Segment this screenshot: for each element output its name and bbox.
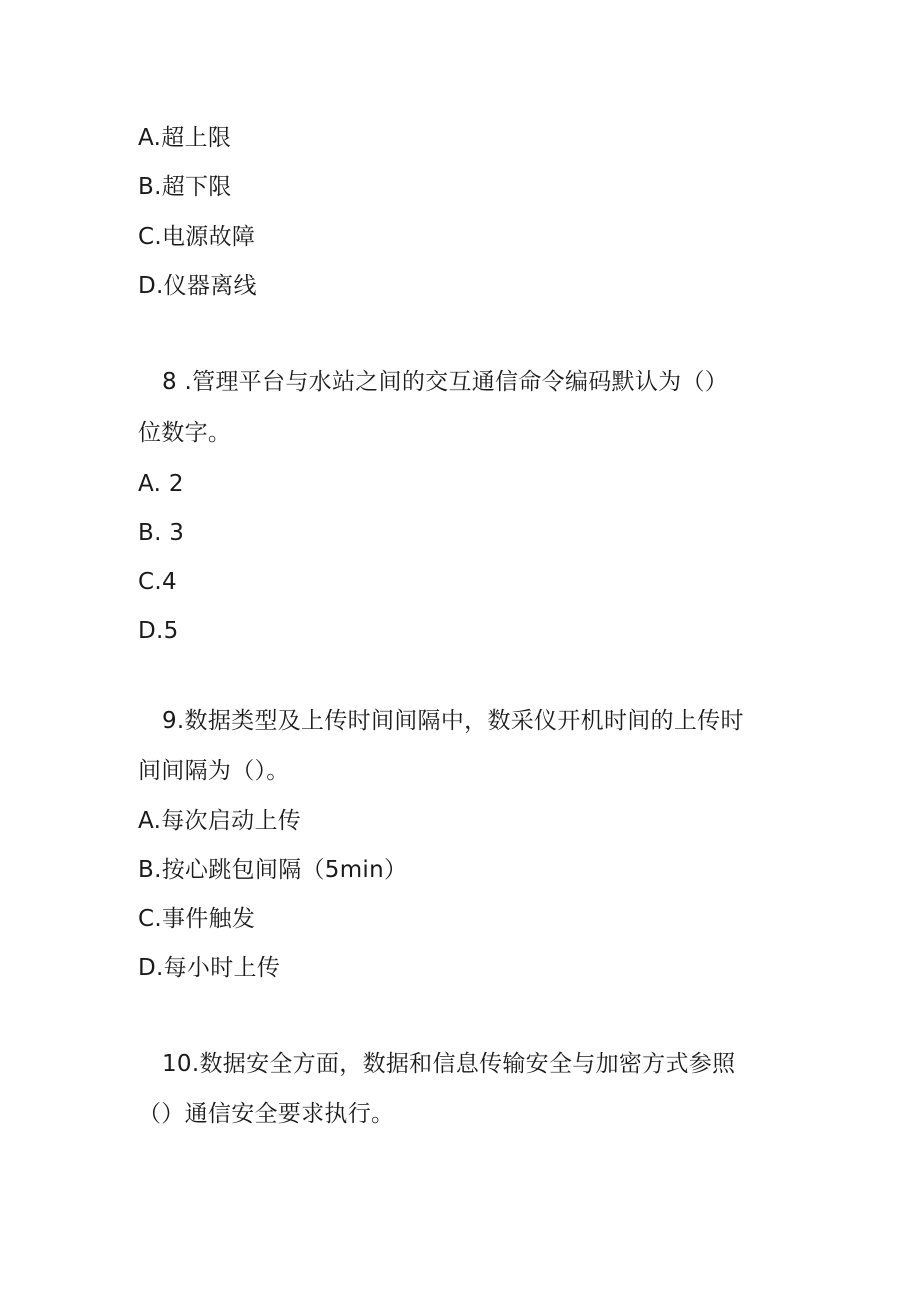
q9-option-c: C.事件触发 — [138, 906, 256, 932]
q9-option-a: A.每次启动上传 — [138, 808, 302, 834]
q9-option-d: D.每小时上传 — [138, 955, 281, 981]
q9-stem-line2: 间间隔为（）。 — [138, 758, 290, 784]
q7-option-c: C.电源故障 — [138, 224, 256, 250]
q8-option-a: A. 2 — [138, 471, 184, 497]
q8-stem-line1: 8 .管理平台与水站之间的交互通信命令编码默认为（） — [162, 369, 729, 395]
q10-stem-line2: （）通信安全要求执行。 — [138, 1101, 395, 1127]
q10-stem-line1: 10.数据安全方面，数据和信息传输安全与加密方式参照 — [162, 1051, 736, 1077]
q9-stem-line1: 9.数据类型及上传时间间隔中，数采仪开机时间的上传时 — [162, 708, 744, 734]
q8-stem-line2: 位数字。 — [138, 420, 232, 446]
q7-option-d: D.仪器离线 — [138, 273, 257, 299]
q7-option-a: A.超上限 — [138, 125, 232, 151]
q7-option-b: B.超下限 — [138, 174, 232, 200]
q8-option-b: B. 3 — [138, 520, 185, 546]
q9-option-b: B.按心跳包间隔（5min） — [138, 857, 408, 883]
q8-option-c: C.4 — [138, 569, 177, 595]
q8-option-d: D.5 — [138, 618, 179, 644]
